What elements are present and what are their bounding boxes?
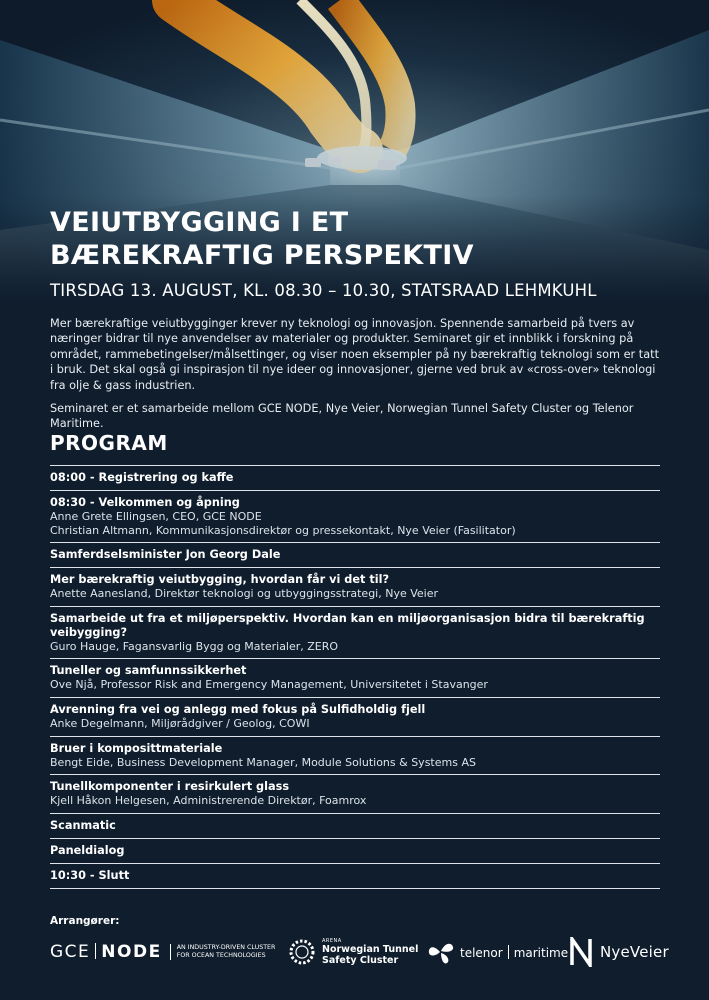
event-date-location: TIRSDAG 13. AUGUST, KL. 08.30 – 10.30, STATSRAAD LEHMKUHL — [50, 281, 597, 300]
telenor-wordmark — [460, 945, 568, 960]
program-item-speaker: Kjell Håkon Helgesen, Administrerende Direktør, Foamrox — [50, 794, 367, 808]
gce-node-wordmark — [50, 942, 162, 962]
program-item-speaker: Guro Hauge, Fagansvarlig Bygg og Materialer, ZERO — [50, 639, 339, 653]
organizers-label: Arrangører: — [50, 915, 120, 927]
program-item-title: Scanmatic — [50, 818, 116, 832]
nye-veier-logo — [568, 932, 669, 972]
program-heading: PROGRAM — [50, 431, 168, 455]
program-item — [50, 490, 660, 542]
program-item — [50, 838, 660, 863]
program-item-title: Bruer i komposittmateriale — [50, 741, 223, 755]
partners-paragraph: Seminaret er et samarbeide mellom GCE NODE, Nye Veier, Norwegian Tunnel Safety Cluster og Telenor Maritime. — [50, 402, 634, 430]
gce-text: GCE — [50, 942, 91, 962]
gce-node-logo — [50, 932, 290, 972]
node-text: NODE — [101, 942, 162, 962]
program-item-title: 08:00 - Registrering og kaffe — [50, 471, 234, 484]
program-item-speaker: Anette Aanesland, Direktør teknologi og utbyggingsstrategi, Nye Veier — [50, 587, 439, 601]
telenor-maritime-logo — [426, 932, 568, 972]
program-item-speaker: Ove Njå, Professor Risk and Emergency Management, Universitetet i Stavanger — [50, 678, 488, 692]
maritime-text: maritime — [513, 945, 569, 960]
program-item — [50, 813, 660, 838]
gce-tagline: AN INDUSTRY-DRIVEN CLUSTER FOR OCEAN TECHNOLOGIES — [170, 944, 290, 960]
ntsc-line-2: Safety Cluster — [322, 955, 399, 966]
program-item-speaker: Bengt Eide, Business Development Manager, Module Solutions & Systems AS — [50, 755, 476, 769]
program-item — [50, 465, 660, 490]
program-item-title: Tuneller og samfunnssikkerhet — [50, 664, 247, 678]
program-item-title: 08:30 - Velkommen og åpning — [50, 496, 240, 509]
nye-veier-wordmark: NyeVeier — [600, 943, 669, 961]
program-item-title: Avrenning fra vei og anlegg med fokus på Sulfidholdig fjell — [50, 702, 426, 716]
ntsc-line-1: Norwegian Tunnel — [322, 944, 419, 955]
program-item — [50, 736, 660, 775]
program-item — [50, 697, 660, 736]
program-item — [50, 863, 660, 889]
title-line-2: BÆREKRAFTIG PERSPEKTIV — [50, 240, 474, 271]
program-item — [50, 542, 660, 567]
ntsc-ring-icon — [288, 938, 316, 966]
program-item — [50, 606, 660, 659]
program-list — [50, 465, 660, 889]
program-item — [50, 774, 660, 813]
program-item — [50, 658, 660, 697]
program-item-speaker: Anne Grete Ellingsen, CEO, GCE NODE — [50, 510, 262, 523]
ntsc-text — [322, 938, 418, 966]
program-item-title: Tunellkomponenter i resirkulert glass — [50, 780, 290, 794]
nye-veier-n-icon — [568, 937, 594, 967]
event-title — [50, 206, 670, 272]
program-item-title: Mer bærekraftig veiutbygging, hvordan får vi det til? — [50, 573, 390, 587]
program-item-title: Samarbeide ut fra et miljøperspektiv. Hvordan kan en miljøorganisasjon bidra til bærekraftig veibygging? — [50, 611, 645, 639]
ntsc-logo — [288, 932, 418, 972]
ntsc-arena: ARENA — [322, 938, 342, 944]
program-item-speaker: Anke Degelmann, Miljørådgiver / Geolog, COWI — [50, 716, 310, 730]
telenor-text: telenor — [460, 945, 503, 960]
program-item-title: 10:30 - Slutt — [50, 868, 130, 882]
program-item-title: Samferdselsminister Jon Georg Dale — [50, 548, 281, 562]
program-item-title: Paneldialog — [50, 843, 125, 857]
title-line-1: VEIUTBYGGING I ET — [50, 207, 349, 238]
intro-paragraph: Mer bærekraftige veiutbygginger krever ny teknologi og innovasjon. Spennende samarbeid på tvers av næringer bidrar til nye anvendelser av materialer og produkter. Seminaret gir et innblikk i forskning på området, rammebetingelser/målsettinger, og viser noen eksempler på ny bærekraftig teknologi som er tatt i bruk. Det skal også gi inspirasjon til nye ideer og innovasjoner, gjerne ved bruk av «cross-over» teknologi fra olje & gass industrien. — [50, 317, 659, 392]
telenor-propeller-icon — [426, 939, 456, 965]
program-item-speaker: Christian Altmann, Kommunikasjonsdirektør og pressekontakt, Nye Veier (Fasilitator) — [50, 523, 516, 537]
program-item — [50, 567, 660, 606]
organizer-logos — [50, 932, 669, 972]
